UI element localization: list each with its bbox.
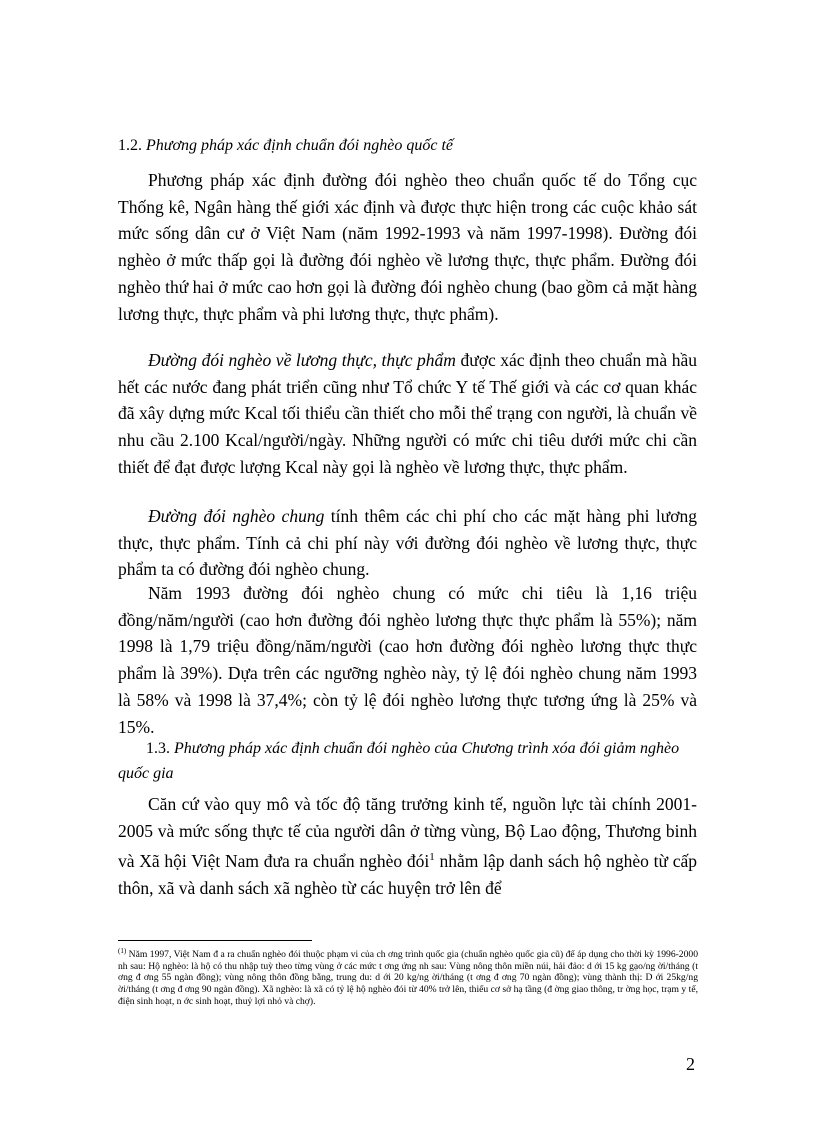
page-number: 2	[686, 1054, 695, 1074]
paragraph-text: Căn cứ vào quy mô và tốc độ tăng trưởng kinh tế, nguồn lực tài chính 2001-2005 và mức sống thực tế của người dân ở từng vùng, Bộ Lao động, Thương binh và Xã hội Việt Nam đưa ra chuẩn nghèo đói	[118, 794, 697, 872]
section-heading-1-3	[118, 736, 698, 786]
section-title: Phương pháp xác định chuẩn đói nghèo quốc tế	[146, 137, 453, 154]
term-food-poverty-line: Đường đói nghèo về lương thực, thực phẩm	[148, 350, 456, 370]
paragraph-international-method: Phương pháp xác định đường đói nghèo theo chuẩn quốc tế do Tổng cục Thống kê, Ngân hàng thế giới xác định và được thực hiện trong các cuộc khảo sát mức sống dân cư ở Việt Nam (năm 1992-1993 và năm 1997-1998). Đường đói nghèo ở mức thấp gọi là đường đói nghèo về lương thực, thực phẩm. Đường đói nghèo thứ hai ở mức cao hơn gọi là đường đói nghèo chung (bao gồm cả mặt hàng lương thực, thực phẩm và phi lương thực, thực phẩm).	[118, 170, 697, 324]
paragraph-poverty-statistics: Năm 1993 đường đói nghèo chung có mức chi tiêu là 1,16 triệu đồng/năm/người (cao hơn đường đói nghèo lương thực thực phẩm là 55%); năm 1998 là 1,79 triệu đồng/năm/người (cao hơn đường đói nghèo lương thực thực phẩm là 39%). Dựa trên các ngưỡng nghèo này, tỷ lệ đói nghèo chung năm 1993 là 58% và 1998 là 37,4%; còn tỷ lệ đói nghèo lương thực tương ứng là 25% và 15%.	[118, 583, 697, 737]
footnote-divider	[118, 940, 312, 941]
paragraph-general-poverty-line	[118, 503, 697, 583]
footnote-reference[interactable]: 1	[429, 851, 435, 864]
section-number: 1.3.	[146, 740, 170, 757]
footnote	[118, 946, 698, 1007]
section-heading-1-2	[118, 133, 698, 159]
paragraph-national-program	[118, 791, 697, 902]
section-title: Phương pháp xác định chuẩn đói nghèo của Chương trình xóa đói giảm nghèo quốc gia	[118, 740, 680, 782]
footnote-text: Năm 1997, Việt Nam đ a ra chuẩn nghèo đói thuộc phạm vi của ch ơng trình quốc gia (chuẩn nghèo quốc gia cũ) để áp dụng cho thời kỳ 1996-2000 nh sau: Hộ nghèo: là hộ có thu nhập tuỳ theo từng vùng ở các mức t ơng ứng nh sau: Vùng nông thôn miền núi, hải đảo: d ới 15 kg gạo/ng ời/tháng (t ơng đ ơng 55 ngàn đồng); vùng nông thôn đồng bằng, trung du: d ới 20 kg/ng ời/tháng (t ơng đ ơng 70 ngàn đồng); vùng thành thị: D ới 25kg/ng ời/tháng (t ơng đ ơng 90 ngàn đồng). Xã nghèo: là xã có tỷ lệ hộ nghèo đói từ 40% trở lên, thiếu cơ sở hạ tầng (đ ờng giao thông, tr ờng học, trạm y tế, điện sinh hoạt, n ớc sinh hoạt, thuỷ lợi nhỏ và chợ).	[118, 949, 698, 1007]
footnote-mark: (1)	[118, 947, 127, 955]
section-number: 1.2.	[118, 137, 142, 154]
term-general-poverty-line: Đường đói nghèo chung	[148, 506, 325, 526]
paragraph-text: nhằm lập danh sách hộ nghèo từ cấp thôn, xã và danh sách xã nghèo từ các huyện trở lên để	[118, 851, 697, 898]
paragraph-food-poverty-line	[118, 347, 697, 481]
paragraph-text: được xác định theo chuẩn mà hầu hết các nước đang phát triển cũng như Tổ chức Y tế Thế giới và các cơ quan khác đã xây dựng mức Kcal tối thiểu cần thiết cho mỗi thể trạng con người, là chuẩn về nhu cầu 2.100 Kcal/người/ngày. Những người có mức chi tiêu dưới mức chi cần thiết để đạt được lượng Kcal này gọi là nghèo về lương thực, thực phẩm.	[118, 350, 698, 477]
paragraph-text: tính thêm các chi phí cho các mặt hàng phi lương thực, thực phẩm. Tính cả chi phí này với đường đói nghèo về lương thực, thực phẩm ta có đường đói nghèo chung.	[118, 506, 697, 580]
